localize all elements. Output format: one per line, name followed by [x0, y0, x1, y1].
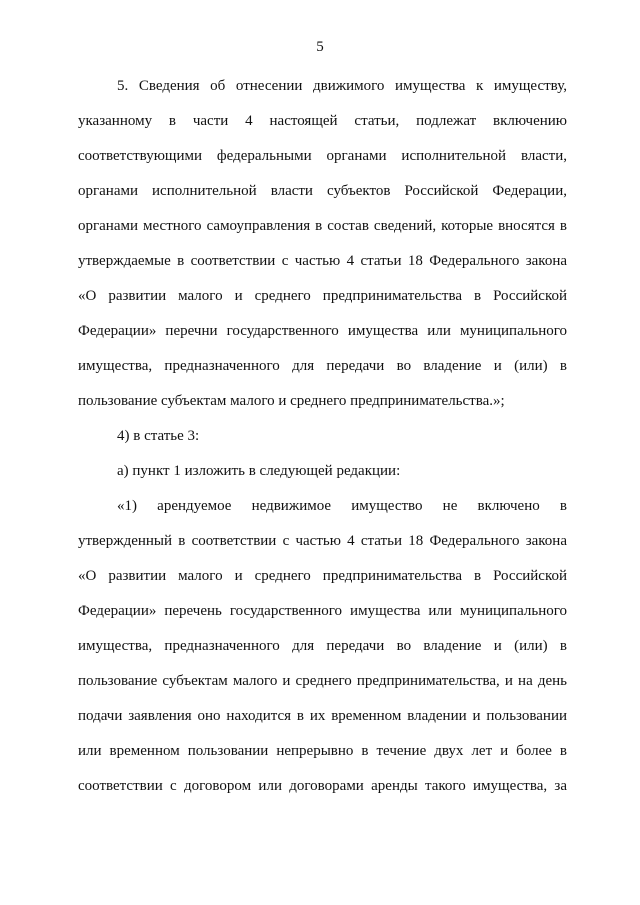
item-4-heading: 4) в статье 3:: [117, 428, 200, 444]
paragraph-5-line-7: «О развитии малого и среднего предпринимательства в Российской: [78, 288, 567, 304]
paragraph-5-line-6: утверждаемые в соответствии с частью 4 статьи 18 Федерального закона: [78, 253, 567, 269]
clause-1-line-6: пользование субъектам малого и среднего предпринимательства, и на день: [78, 673, 567, 689]
clause-1-line-3: «О развитии малого и среднего предпринимательства в Российской: [78, 568, 567, 584]
clause-1-line-2: утвержденный в соответствии с частью 4 статьи 18 Федерального закона: [78, 533, 567, 549]
clause-1-line-5: имущества, предназначенного для передачи во владение и (или) в: [78, 638, 567, 654]
page-number: 5: [316, 39, 324, 55]
paragraph-5-line-8: Федерации» перечни государственного имущества или муниципального: [78, 323, 567, 339]
paragraph-5-line-5: органами местного самоуправления в состав сведений, которые вносятся в: [78, 218, 567, 234]
clause-1-line-9: соответствии с договором или договорами аренды такого имущества, за: [78, 778, 567, 794]
clause-1-line-8: или временном пользовании непрерывно в течение двух лет и более в: [78, 743, 567, 759]
clause-1-line-1: «1) арендуемое недвижимое имущество не включено в: [117, 498, 567, 514]
paragraph-5-line-4: органами исполнительной власти субъектов Российской Федерации,: [78, 183, 567, 199]
paragraph-5-line-2: указанному в части 4 настоящей статьи, подлежат включению: [78, 113, 567, 129]
paragraph-5-line-1: 5. Сведения об отнесении движимого имущества к имуществу,: [117, 78, 567, 94]
clause-1-line-4: Федерации» перечень государственного имущества или муниципального: [78, 603, 567, 619]
paragraph-5-line-9: имущества, предназначенного для передачи во владение и (или) в: [78, 358, 567, 374]
paragraph-5-line-10: пользование субъектам малого и среднего предпринимательства.»;: [78, 393, 505, 409]
subitem-a-heading: а) пункт 1 изложить в следующей редакции:: [117, 463, 401, 479]
clause-1-line-7: подачи заявления оно находится в их временном владении и пользовании: [78, 708, 567, 724]
paragraph-5-line-3: соответствующими федеральными органами исполнительной власти,: [78, 148, 567, 164]
